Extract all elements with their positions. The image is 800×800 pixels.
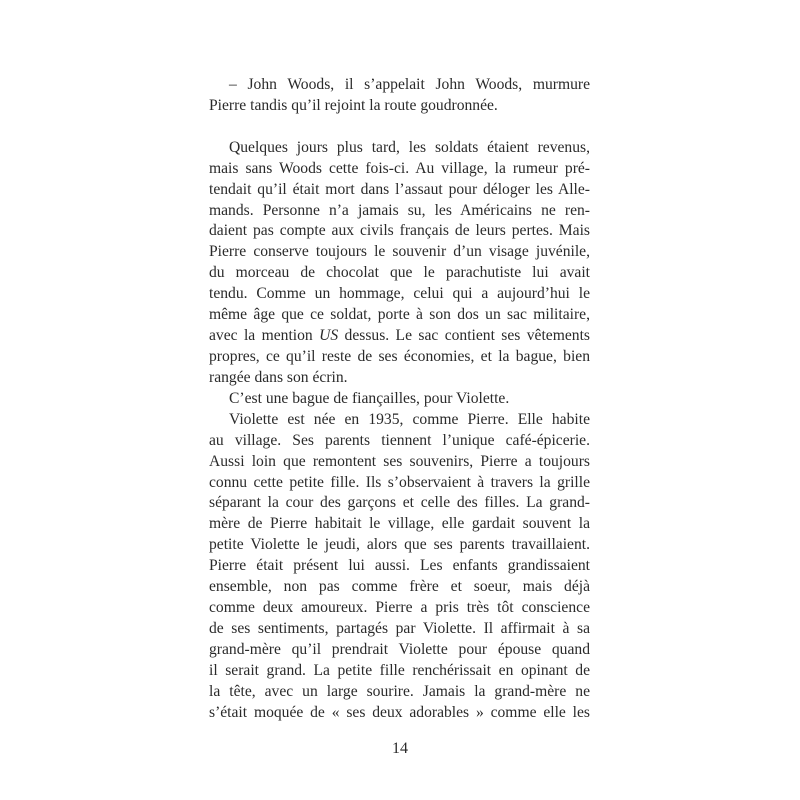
paragraph-gap [209, 117, 590, 138]
text-line: Violette est née en 1935, comme Pierre. Elle habite [229, 410, 590, 428]
paragraph [209, 389, 590, 410]
text-line: grand-mère qu’il prendrait Violette pour épouse quand [209, 640, 590, 658]
text-line: du morceau de chocolat que le parachutiste lui avait [209, 264, 590, 282]
text-line: mands. Personne n’a jamais su, les Américains ne ren- [209, 201, 590, 219]
text-line: ensemble, non pas comme frère et soeur, mais déjà [209, 578, 590, 596]
text-line: comme deux amoureux. Pierre a pris très tôt conscience [209, 599, 590, 617]
body-text [209, 75, 590, 724]
text-line: de ses sentiments, partagés par Violette. Il affirmait à sa [209, 619, 590, 637]
paragraph [209, 75, 590, 117]
text-line: C’est une bague de fiançailles, pour Violette. [229, 389, 510, 407]
text-line: tendu. Comme un hommage, celui qui a aujourd’hui le [209, 285, 590, 303]
text-line: avec la mention US dessus. Le sac contient ses vêtements [209, 327, 590, 345]
text-line: s’était moquée de « ses deux adorables » comme elle les [209, 703, 590, 721]
text-line: la tête, avec un large sourire. Jamais la grand-mère ne [209, 682, 590, 700]
text-line: petite Violette le jeudi, alors que ses parents travaillaient. [209, 536, 590, 554]
text-line: mais sans Woods cette fois-ci. Au village, la rumeur pré- [209, 159, 590, 177]
text-line: Pierre conserve toujours le souvenir d’un visage juvénile, [209, 243, 590, 261]
text-line: connu cette petite fille. Ils s’observaient à travers la grille [209, 473, 590, 491]
text-line: Pierre était présent lui aussi. Les enfants grandissaient [209, 557, 590, 575]
italic-word: US [319, 327, 339, 345]
text-line: rangée dans son écrin. [209, 368, 348, 386]
text-line: tendait qu’il était mort dans l’assaut pour déloger les Alle- [209, 180, 590, 198]
text-line: – John Woods, il s’appelait John Woods, murmure [229, 76, 590, 93]
text-line: séparant la cour des garçons et celle des filles. La grand- [209, 494, 590, 512]
paragraph [209, 138, 590, 389]
text-line: mère de Pierre habitait le village, elle gardait souvent la [209, 515, 590, 533]
text-line: Aussi loin que remontent ses souvenirs, Pierre a toujours [209, 452, 590, 470]
text-line: même âge que ce soldat, porte à son dos un sac militaire, [209, 306, 590, 324]
text-line: il serait grand. La petite fille renchérissait en opinant de [209, 661, 590, 679]
text-line: Quelques jours plus tard, les soldats étaient revenus, [229, 138, 590, 156]
text-line: daient pas compte aux civils français de leurs pertes. Mais [209, 222, 590, 240]
text-line: propres, ce qu’il reste de ses économies, et la bague, bien [209, 347, 590, 365]
text-line: au village. Ses parents tiennent l’unique café-épicerie. [209, 431, 590, 449]
page-number: 14 [392, 740, 408, 757]
text-line: Pierre tandis qu’il rejoint la route goudronnée. [209, 96, 498, 114]
paragraph [209, 410, 590, 724]
